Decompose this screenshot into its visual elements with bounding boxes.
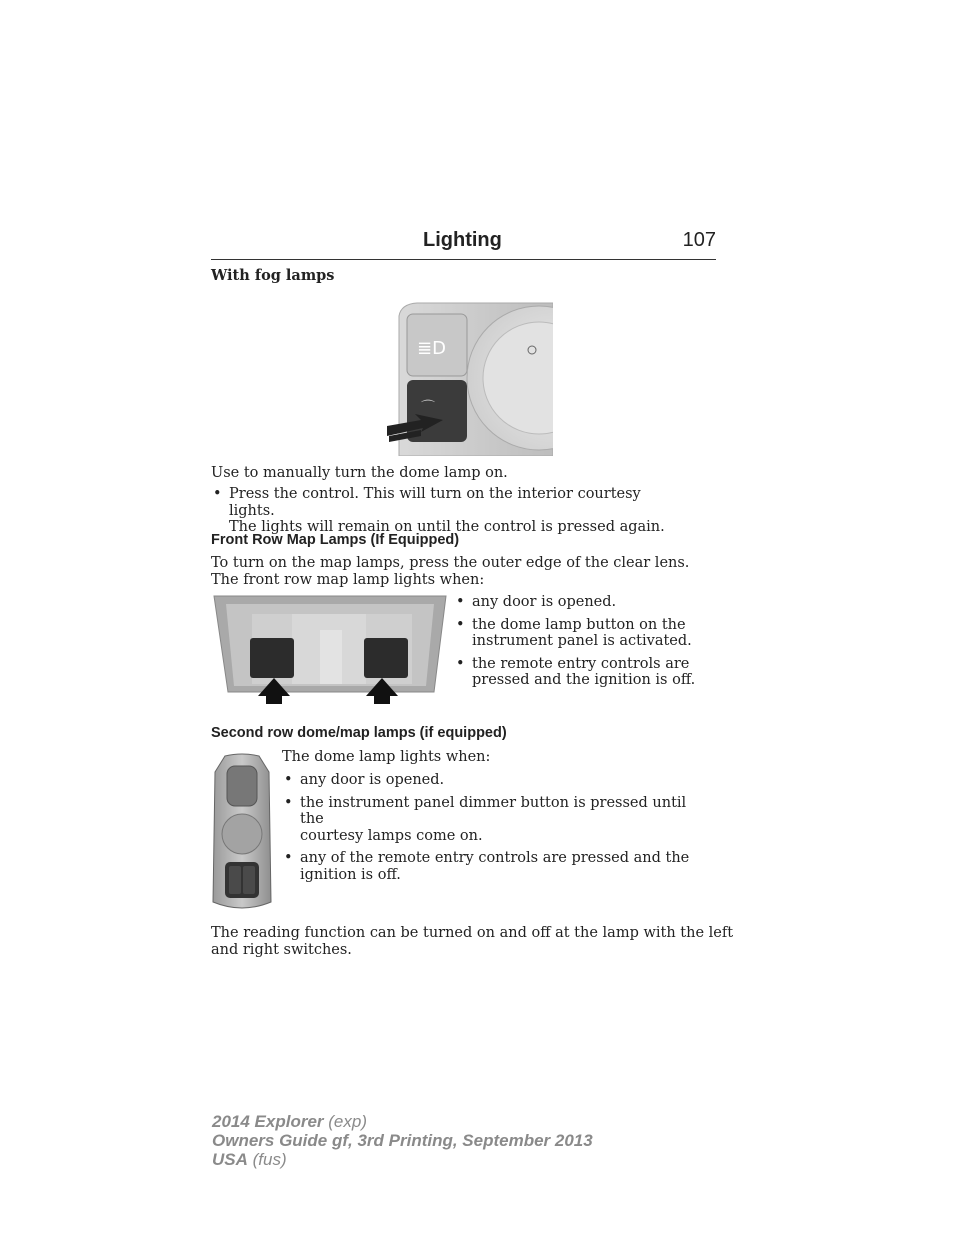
svg-text:≣D: ≣D — [417, 338, 446, 359]
chapter-title: Lighting — [423, 229, 502, 251]
footer-region-code: (fus) — [252, 1150, 287, 1169]
reading-function-note: The reading function can be turned on and off at the lamp with the left and right switches. — [211, 925, 734, 958]
footer-model-code: (exp) — [328, 1112, 367, 1131]
dome-lamp-switch-illustration — [387, 302, 553, 456]
footer-region: USA — [212, 1150, 248, 1169]
list-item: • Press the control. This will turn on the interior courtesy lights. The lights will remain on until the control is pressed again. — [211, 486, 691, 536]
front-map-lamps-illustration — [212, 594, 448, 704]
second-row-bullets — [282, 772, 712, 889]
second-row-intro: The dome lamp lights when: — [282, 749, 491, 765]
page-number: 107 — [682, 229, 716, 251]
footer-guide: Owners Guide gf, 3rd Printing, September 2013 — [212, 1131, 593, 1150]
front-map-lamps-heading: Front Row Map Lamps (If Equipped) — [211, 532, 460, 548]
second-row-lamps-heading: Second row dome/map lamps (if equipped) — [211, 725, 507, 741]
list-item: • the remote entry controls are pressed and the ignition is off. — [454, 656, 714, 689]
footer-model: 2014 Explorer — [212, 1112, 324, 1131]
page-header — [211, 229, 716, 260]
list-item: • the dome lamp button on the instrument panel is activated. — [454, 617, 714, 650]
list-item: • any door is opened. — [282, 772, 712, 789]
list-item: • any of the remote entry controls are pressed and the ignition is off. — [282, 850, 712, 883]
fog-lamps-intro: Use to manually turn the dome lamp on. — [211, 465, 508, 481]
svg-text:⌒: ⌒ — [421, 400, 435, 416]
page-footer — [212, 1112, 593, 1169]
list-item: • any door is opened. — [454, 594, 714, 611]
fog-lamps-subheading: With fog lamps — [211, 267, 335, 284]
front-map-lamps-bullets — [454, 594, 714, 695]
front-map-lamps-intro: To turn on the map lamps, press the outer edge of the clear lens. The front row map lamp lights when: — [211, 555, 690, 588]
list-item: • the instrument panel dimmer button is pressed until the courtesy lamps come on. — [282, 795, 712, 845]
second-row-dome-lamp-illustration — [211, 752, 273, 912]
